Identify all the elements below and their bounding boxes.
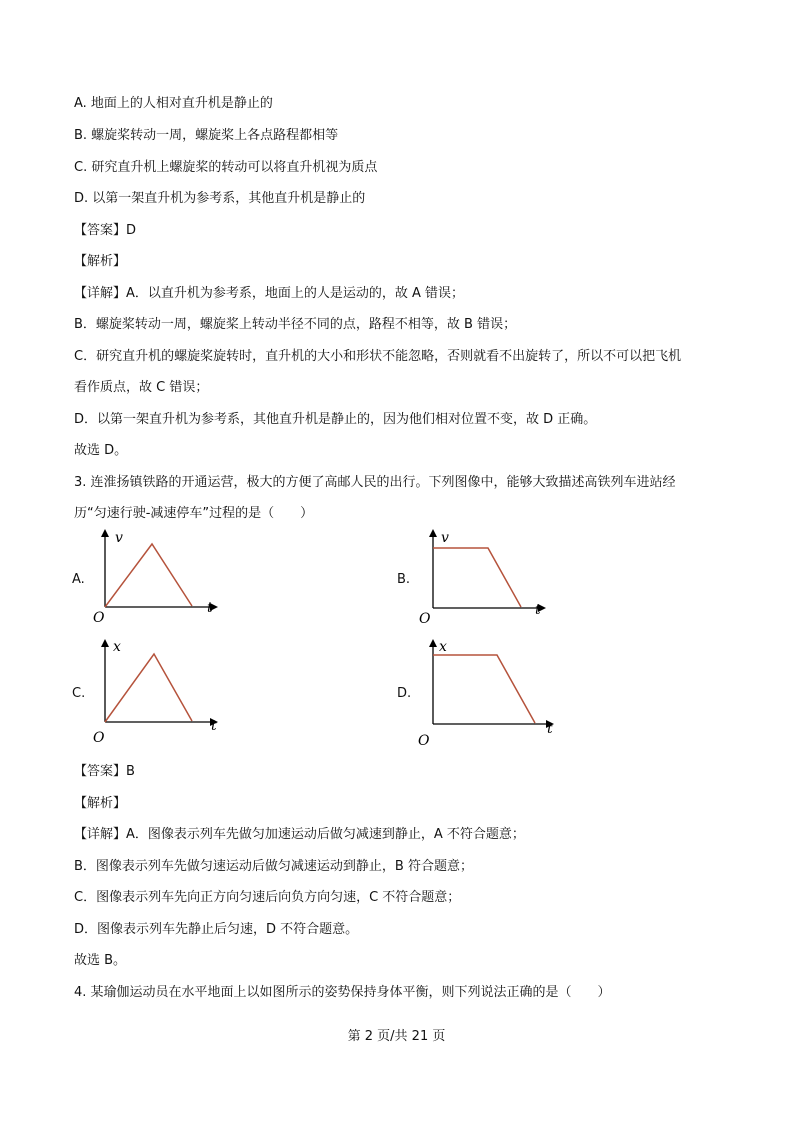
- page-footer: 第 2 页/共 21 页: [347, 1029, 446, 1044]
- detail-b: B．螺旋桨转动一周，螺旋桨上转动半径不同的点，路程不相等，故 B 错误；: [74, 317, 517, 332]
- graph-b-curve: [433, 548, 521, 607]
- graph-c-origin: O: [93, 730, 105, 745]
- option-c-text: C. 研究直升机上螺旋桨的转动可以将直升机视为质点: [74, 160, 378, 175]
- graph-b-label: B.: [397, 572, 411, 587]
- option-d-text: D. 以第一架直升机为参考系，其他直升机是静止的: [74, 191, 366, 206]
- graph-a-origin: O: [93, 610, 105, 625]
- answer-label: 【答案】D: [74, 223, 137, 238]
- analysis-label-2: 【解析】: [74, 796, 127, 811]
- detail2-b: B．图像表示列车先做匀速运动后做匀减速运动到静止，B 符合题意；: [74, 859, 473, 874]
- graph-d-curve: [433, 655, 535, 723]
- graph-d: [413, 633, 563, 748]
- graph-b-y-label: v: [441, 530, 449, 546]
- graph-b-x-label: t: [535, 602, 541, 618]
- question-4: 4. 某瑜伽运动员在水平地面上以如图所示的姿势保持身体平衡，则下列说法正确的是（ ）: [74, 985, 611, 1000]
- graph-c-label: C.: [72, 686, 86, 701]
- detail2-a: 【详解】A．图像表示列车先做匀加速运动后做匀减速到静止，A 不符合题意；: [74, 827, 525, 842]
- graph-c-y-arrow: [101, 639, 109, 647]
- question-3-cont: 历“匀速行驶-减速停车”过程的是（ ）: [74, 506, 314, 521]
- graph-a: [85, 525, 225, 625]
- graph-d-x-label: t: [547, 721, 553, 737]
- question-3: 3. 连淮扬镇铁路的开通运营，极大的方便了高邮人民的出行。下列图像中，能够大致描述高铁列车进站经: [74, 475, 676, 490]
- graph-d-origin: O: [418, 733, 430, 748]
- answer-b-label: 【答案】B: [74, 764, 135, 779]
- choose-b: 故选 B。: [74, 953, 127, 968]
- detail2-c: C．图像表示列车先向正方向匀速后向负方向匀速，C 不符合题意；: [74, 890, 461, 905]
- graph-b-y-arrow: [429, 529, 437, 537]
- option-b-text: B. 螺旋桨转动一周，螺旋桨上各点路程都相等: [74, 128, 339, 143]
- graph-a-curve: [105, 544, 192, 607]
- detail-c-cont: 看作质点，故 C 错误；: [74, 380, 209, 395]
- graph-c: [85, 633, 225, 745]
- detail-a: 【详解】A．以直升机为参考系，地面上的人是运动的，故 A 错误；: [74, 286, 465, 301]
- detail-d: D．以第一架直升机为参考系，其他直升机是静止的，因为他们相对位置不变，故 D 正确。: [74, 412, 597, 427]
- option-a-text: A. 地面上的人相对直升机是静止的: [74, 96, 273, 111]
- graph-b-origin: O: [419, 611, 431, 625]
- graph-b: [413, 525, 553, 625]
- graph-a-label: A.: [72, 572, 85, 587]
- choose-d: 故选 D。: [74, 443, 128, 458]
- graph-d-y-label: x: [439, 639, 447, 655]
- detail-c: C．研究直升机的螺旋桨旋转时，直升机的大小和形状不能忽略，否则就看不出旋转了，所以不可以把飞机: [74, 349, 682, 364]
- detail2-d: D．图像表示列车先静止后匀速，D 不符合题意。: [74, 922, 359, 937]
- graph-d-y-arrow: [429, 639, 437, 647]
- analysis-label: 【解析】: [74, 254, 127, 269]
- graph-d-label: D.: [397, 686, 412, 701]
- graph-a-y-arrow: [101, 529, 109, 537]
- graph-a-y-label: v: [115, 530, 123, 546]
- graph-a-x-label: t: [207, 600, 213, 616]
- graph-c-x-label: t: [211, 718, 217, 734]
- graph-c-curve: [105, 654, 192, 722]
- graph-c-y-label: x: [113, 639, 121, 655]
